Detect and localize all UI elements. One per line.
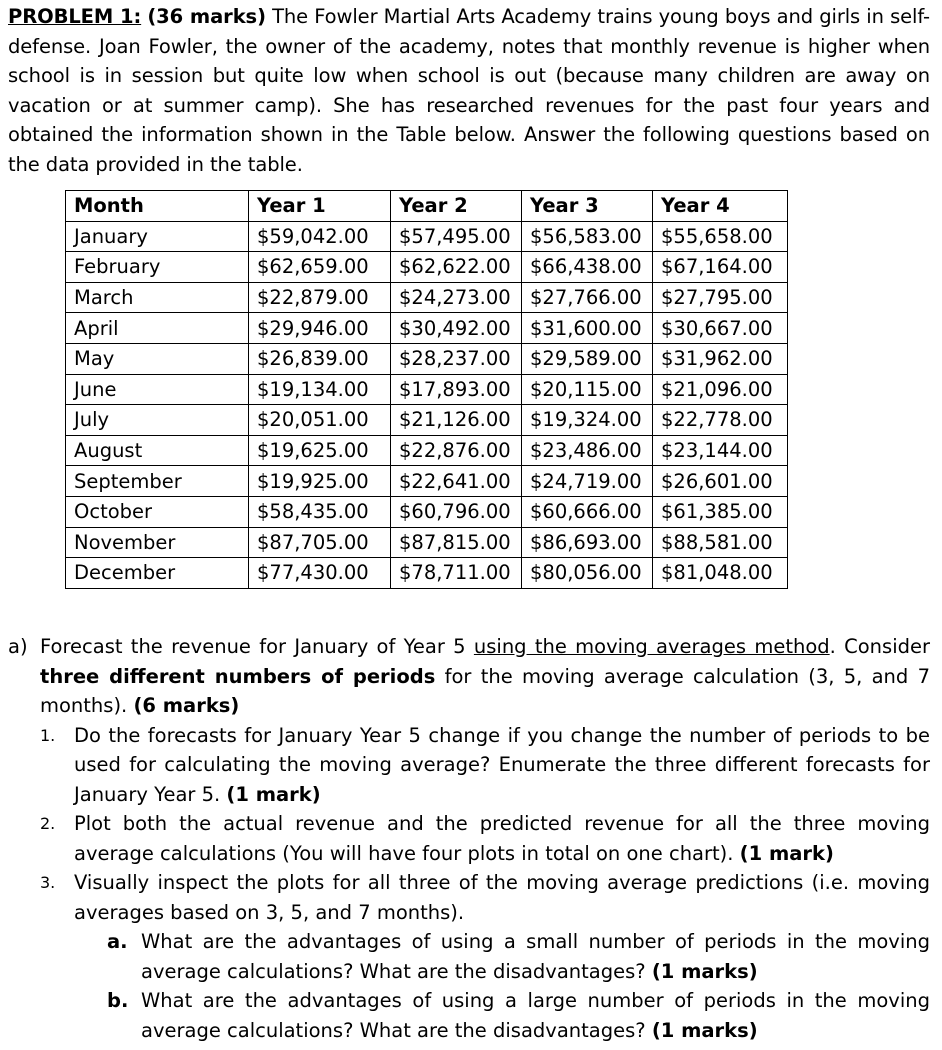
problem-intro xyxy=(8,2,930,179)
problem-marks: (36 marks) xyxy=(147,5,266,28)
month-cell: September xyxy=(66,466,249,497)
table-row xyxy=(66,558,788,589)
question-a-text-5: for the moving average calculation (3, 5, and 7 months). xyxy=(40,664,930,717)
table-row xyxy=(66,435,788,466)
three-periods-emphasis: three different numbers of periods xyxy=(40,664,436,688)
revenue-cell: $87,705.00 xyxy=(249,527,391,558)
sub-question-text: Do the forecasts for January Year 5 change if you change the number of periods to be used for calculating the moving average? Enumerate the three different forecasts for January Year 5. xyxy=(74,723,930,806)
sub-question-marks: (1 mark) xyxy=(739,841,834,865)
revenue-cell: $57,495.00 xyxy=(391,221,522,252)
question-a-marks: (6 marks) xyxy=(133,694,240,717)
revenue-cell: $88,581.00 xyxy=(653,527,788,558)
revenue-cell: $22,876.00 xyxy=(391,435,522,466)
month-cell: December xyxy=(66,558,249,589)
question-a-text-1: Forecast the revenue for January of Year 5 xyxy=(40,635,474,658)
revenue-cell: $22,641.00 xyxy=(391,466,522,497)
revenue-cell: $28,237.00 xyxy=(391,343,522,374)
sub-sub-question-marks: (1 marks) xyxy=(651,959,758,983)
revenue-cell: $20,115.00 xyxy=(522,374,653,405)
problem-label: PROBLEM 1: xyxy=(8,5,142,28)
revenue-cell: $87,815.00 xyxy=(391,527,522,558)
revenue-cell: $67,164.00 xyxy=(653,252,788,283)
month-cell: August xyxy=(66,435,249,466)
questions-section xyxy=(8,632,930,1045)
table-row xyxy=(66,374,788,405)
revenue-cell: $60,796.00 xyxy=(391,496,522,527)
revenue-cell: $19,625.00 xyxy=(249,435,391,466)
sub-question-text: Visually inspect the plots for all three of the moving average predictions (i.e. moving averages based on 3, 5, and 7 months). xyxy=(74,871,930,924)
month-cell: March xyxy=(66,282,249,313)
revenue-cell: $77,430.00 xyxy=(249,558,391,589)
revenue-cell: $23,486.00 xyxy=(522,435,653,466)
revenue-cell: $62,622.00 xyxy=(391,252,522,283)
revenue-cell: $58,435.00 xyxy=(249,496,391,527)
month-cell: October xyxy=(66,496,249,527)
revenue-cell: $24,273.00 xyxy=(391,282,522,313)
table-row xyxy=(66,405,788,436)
header-month: Month xyxy=(66,191,249,222)
revenue-cell: $80,056.00 xyxy=(522,558,653,589)
sub-sub-question-text: What are the advantages of using a small number of periods in the moving average calculations? What are the disadvantages? xyxy=(141,930,930,983)
revenue-cell: $56,583.00 xyxy=(522,221,653,252)
table-row xyxy=(66,466,788,497)
sub-sub-question-marks: (1 marks) xyxy=(651,1018,758,1042)
revenue-cell: $31,962.00 xyxy=(653,343,788,374)
moving-averages-method: using the moving averages method xyxy=(473,635,830,658)
revenue-cell: $55,658.00 xyxy=(653,221,788,252)
sub-sub-question-a xyxy=(107,927,930,986)
sub-question-number: 1. xyxy=(40,725,56,745)
question-a-text xyxy=(40,632,930,721)
question-a xyxy=(8,632,930,721)
month-cell: January xyxy=(66,221,249,252)
sub-question-marks: (1 mark) xyxy=(226,782,321,806)
question-a-text-3: . Consider xyxy=(829,635,931,658)
revenue-cell: $21,126.00 xyxy=(391,405,522,436)
revenue-cell: $27,766.00 xyxy=(522,282,653,313)
revenue-cell: $20,051.00 xyxy=(249,405,391,436)
month-cell: June xyxy=(66,374,249,405)
revenue-cell: $19,324.00 xyxy=(522,405,653,436)
sub-sub-question-b xyxy=(107,986,930,1045)
revenue-cell: $24,719.00 xyxy=(522,466,653,497)
table-row xyxy=(66,343,788,374)
revenue-table xyxy=(65,190,788,589)
table-row xyxy=(66,527,788,558)
sub-question-2 xyxy=(40,809,930,868)
sub-sub-question-text: What are the advantages of using a large number of periods in the moving average calculations? What are the disadvantages? xyxy=(141,989,930,1042)
revenue-cell: $29,589.00 xyxy=(522,343,653,374)
revenue-cell: $62,659.00 xyxy=(249,252,391,283)
sub-question-3 xyxy=(40,868,930,927)
table-row xyxy=(66,282,788,313)
month-cell: November xyxy=(66,527,249,558)
revenue-cell: $23,144.00 xyxy=(653,435,788,466)
revenue-cell: $29,946.00 xyxy=(249,313,391,344)
sub-question-text: Plot both the actual revenue and the predicted revenue for all the three moving average calculations (You will have four plots in total on one chart). xyxy=(74,812,930,865)
revenue-cell: $19,925.00 xyxy=(249,466,391,497)
month-cell: February xyxy=(66,252,249,283)
sub-question-number: 2. xyxy=(40,814,56,833)
header-year-1: Year 1 xyxy=(249,191,391,222)
revenue-cell: $30,667.00 xyxy=(653,313,788,344)
table-row xyxy=(66,313,788,344)
revenue-cell: $21,096.00 xyxy=(653,374,788,405)
sub-question-1 xyxy=(40,721,930,810)
revenue-cell: $61,385.00 xyxy=(653,496,788,527)
month-cell: April xyxy=(66,313,249,344)
sub-question-number: 3. xyxy=(40,873,56,892)
revenue-cell: $59,042.00 xyxy=(249,221,391,252)
month-cell: July xyxy=(66,405,249,436)
revenue-cell: $66,438.00 xyxy=(522,252,653,283)
header-year-3: Year 3 xyxy=(522,191,653,222)
table-header-row xyxy=(66,191,788,222)
question-a-label: a) xyxy=(8,635,28,658)
revenue-cell: $17,893.00 xyxy=(391,374,522,405)
revenue-cell: $27,795.00 xyxy=(653,282,788,313)
revenue-cell: $81,048.00 xyxy=(653,558,788,589)
revenue-cell: $60,666.00 xyxy=(522,496,653,527)
revenue-cell: $30,492.00 xyxy=(391,313,522,344)
header-year-4: Year 4 xyxy=(653,191,788,222)
sub-sub-question-letter: b. xyxy=(107,989,129,1012)
revenue-cell: $22,879.00 xyxy=(249,282,391,313)
sub-question-list xyxy=(8,721,930,928)
revenue-cell: $19,134.00 xyxy=(249,374,391,405)
revenue-cell: $31,600.00 xyxy=(522,313,653,344)
table-row xyxy=(66,221,788,252)
revenue-cell: $86,693.00 xyxy=(522,527,653,558)
revenue-cell: $78,711.00 xyxy=(391,558,522,589)
revenue-cell: $26,839.00 xyxy=(249,343,391,374)
month-cell: May xyxy=(66,343,249,374)
problem-text: The Fowler Martial Arts Academy trains young boys and girls in self-defense. Joan Fowler, the owner of the academy, notes that monthly revenue is higher when school is in session but quite low when school is out (because many children are away on vacation or at summer camp). She has researched revenues for the past four years and obtained the information shown in the Table below. Answer the following questions based on the data provided in the table. xyxy=(8,5,930,176)
header-year-2: Year 2 xyxy=(391,191,522,222)
revenue-cell: $26,601.00 xyxy=(653,466,788,497)
table-row xyxy=(66,496,788,527)
sub-sub-question-letter: a. xyxy=(107,930,128,953)
table-row xyxy=(66,252,788,283)
revenue-cell: $22,778.00 xyxy=(653,405,788,436)
sub-sub-question-list xyxy=(8,927,930,1045)
